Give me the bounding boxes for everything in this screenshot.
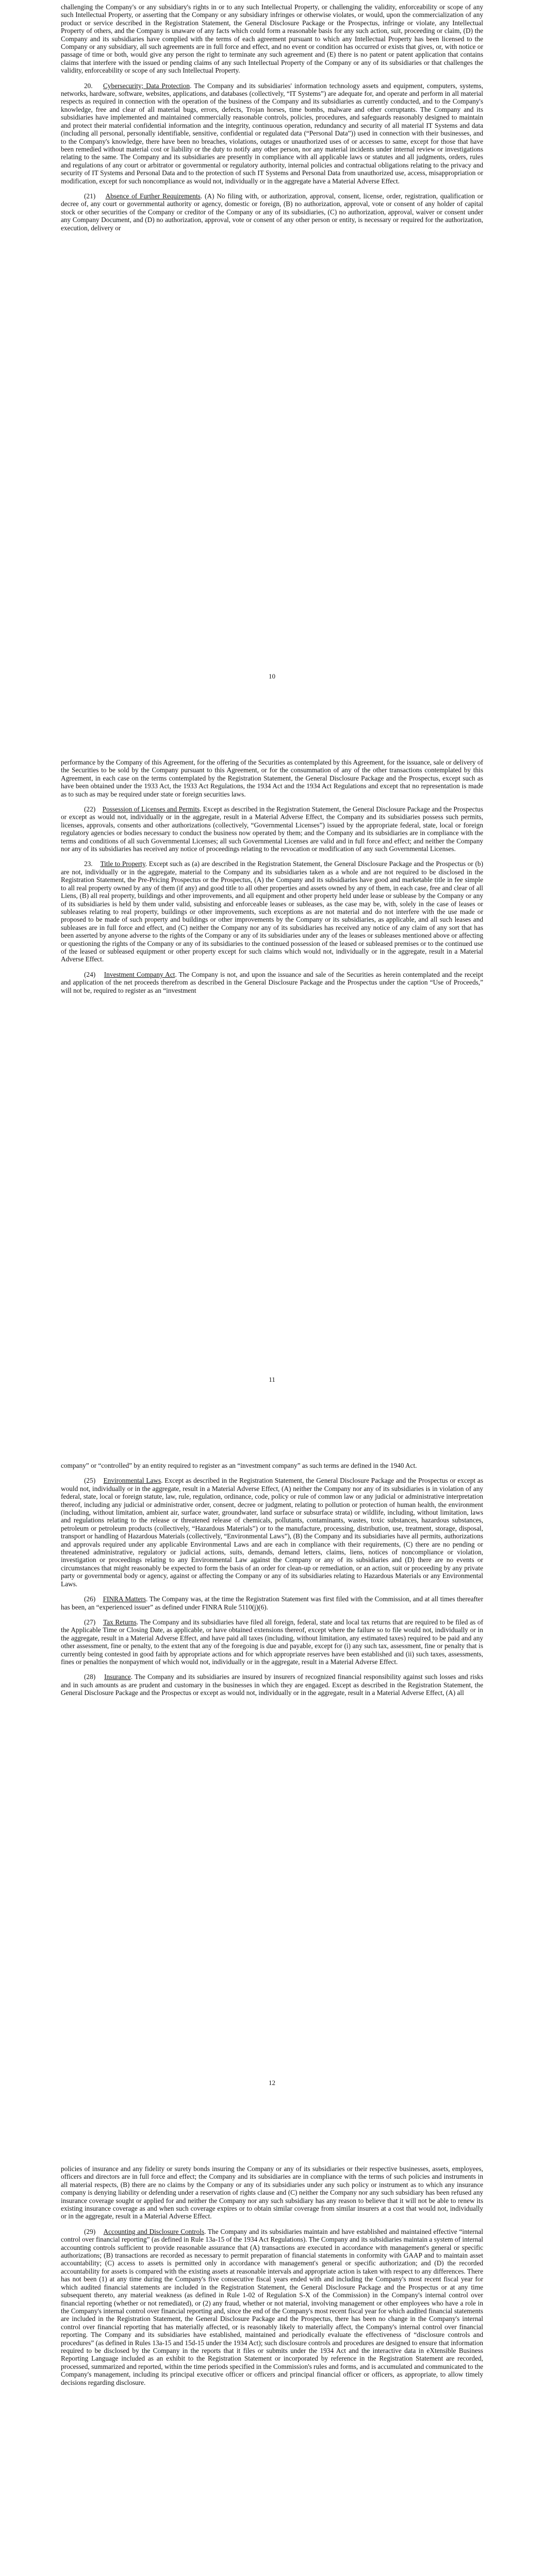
- paragraph-text: . The Company and its subsidiaries maintain and have established and maintained effective “internal control over financial reporting” (as defined in Rule 13a-15 of the 1934 Act Regulations). The Company and its subsidiaries maintain a system of internal accounting controls sufficient to provide reasonable assurance that (A) transactions are executed in accordance with management's general or specific authorizations; (B) transactions are recorded as necessary to permit preparation of financial statements in conformity with GAAP and to maintain asset accountability; (C) access to assets is permitted only in accordance with management's general or specific authorization; and (D) the recorded accountability for assets is compared with the existing assets at reasonable intervals and appropriate action is taken with respect to any differences. There has not been (1) at any time during the Company's five consecutive fiscal years ended with and including the Company's most recent fiscal year for which audited financial statements are included in the Registration Statement, the General Disclosure Package and the Prospectus or at any time subsequent thereto, any material weakness (as defined in Rule 1-02 of Regulation S-X of the Commission) in the Company's internal control over financial reporting (whether or not remediated), or (2) any fraud, whether or not material, involving management or other employees who have a role in the Company's internal control over financial reporting and, since the end of the Company's most recent fiscal year for which audited financial statements are included in the Registration Statement, the General Disclosure Package and the Prospectus, there has been no change in the Company's internal control over financial reporting that has materially affected, or is reasonably likely to materially affect, the Company's internal control over financial reporting. The Company and its subsidiaries have established, maintained and periodically evaluate the effectiveness of “disclosure controls and procedures” (as defined in Rules 13a-15 and 15d-15 under the 1934 Act); such disclosure controls and procedures are designed to ensure that information required to be disclosed by the Company in the reports that it files or submits under the 1934 Act and the interactive data in eXtensible Business Reporting Language included as an exhibit to the Registration Statement or incorporated by reference in the Registration Statement are recorded, processed, summarized and reported, within the time periods specified in the Commission's rules and forms, and is accumulated and communicated to the Company's management, including its principal executive officer or officers and principal financial officer or officers, as appropriate, to allow timely decisions regarding disclosure.: [61, 2227, 483, 2386]
- section-heading: Investment Company Act: [104, 970, 175, 978]
- section-number: (25): [84, 1477, 96, 1485]
- paragraph-text: . (A) No filing with, or authorization, approval, consent, license, order, registration, qualification or decree of, any court or governmental authority or agency, domestic or foreign, (B) no authorization, approval, vote or consent of any holder of capital stock or other securities of the Company or creditor of the Company or any of its subsidiaries, (C) no authorization, approval, waiver or consent under any Company Document, and (D) no authorization, approval, vote or consent of any other person or entity, is necessary or required for the authorization, execution, delivery or: [61, 192, 484, 232]
- paragraph-text: . The Company is not, and upon the issuance and sale of the Securities as herein contemplated and the receipt and application of the net proceeds therefrom as described in the General Disclosure Package and the Prospectus under the caption “Use of Proceeds,” will not be, required to register as an “investment: [61, 970, 484, 994]
- document-page-11: [0, 703, 544, 1406]
- section-heading: Tax Returns: [103, 1618, 137, 1626]
- paragraph-text: . Except as described in the Registration Statement, the General Disclosure Package and the Prospectus or except as would not, individually or in the aggregate, result in a Material Adverse Effect, (A) neither the Company nor any of its subsidiaries is in violation of any federal, state, local or foreign statute, law, rule, regulation, ordinance, code, policy or rule of common law or any judicial or administrative interpretation thereof, including any judicial or administrative order, consent, decree or judgment, relating to pollution or protection of human health, the environment (including, without limitation, ambient air, surface water, groundwater, land surface or subsurface strata) or wildlife, including, without limitation, laws and regulations relating to the release or threatened release of chemicals, pollutants, contaminants, wastes, toxic substances, hazardous substances, petroleum or petroleum products (collectively, “Hazardous Materials”) or to the manufacture, processing, distribution, use, treatment, storage, disposal, transport or handling of Hazardous Materials (collectively, “Environmental Laws”), (B) the Company and its subsidiaries have all permits, authorizations and approvals required under any applicable Environmental Laws and are each in compliance with their requirements, (C) there are no pending or threatened administrative, regulatory or judicial actions, suits, demands, demand letters, claims, liens, notices of noncompliance or violation, investigation or proceedings relating to any Environmental Law against the Company or any of its subsidiaries and (D) there are no events or circumstances that might reasonably be expected to form the basis of an order for clean-up or remediation, or an action, suit or proceeding by any private party or governmental body or agency, against or affecting the Company or any of its subsidiaries relating to Hazardous Materials or any Environmental Laws.: [61, 1477, 483, 1588]
- page-body: [61, 3, 483, 239]
- section-number: (21): [84, 192, 96, 200]
- section-heading: Environmental Laws: [103, 1477, 161, 1485]
- document-page-10: [0, 0, 544, 703]
- section-heading: FINRA Matters: [103, 1595, 146, 1603]
- paragraph-text: . The Company and its subsidiaries are insured by insurers of recognized financial responsibility against such losses and risks and in such amounts as are prudent and customary in the businesses in which they are engaged. Except as described in the Registration Statement, the General Disclosure Package and the Prospectus or except as would not, individually or in the aggregate, result in a Material Adverse Effect, (A) all: [61, 1673, 484, 1697]
- section-number: (27): [84, 1618, 96, 1626]
- document-page-13: [0, 2110, 544, 2576]
- paragraph: [61, 758, 483, 798]
- section-number: (28): [84, 1673, 96, 1681]
- section-heading: Insurance: [104, 1673, 131, 1681]
- paragraph: [61, 3, 483, 75]
- paragraph-text: policies of insurance and any fidelity or surety bonds insuring the Company or any of its subsidiaries or their respective businesses, assets, employees, officers and directors are in full force and effect; the Company and its subsidiaries are in compliance with the terms of such policies and instruments in all material respects, (B) there are no claims by the Company or any of its subsidiaries under any such policy or instrument as to which any insurance company is denying liability or defending under a reservation of rights clause and (C) neither the Company nor any such subsidiary has been refused any insurance coverage sought or applied for and neither the Company nor any such subsidiary has any reason to believe that it will not be able to renew its existing insurance coverage as and when such coverage expires or to obtain similar coverage from similar insurers at a cost that would not, individually or in the aggregate, result in a Material Adverse Effect.: [61, 2165, 483, 2221]
- section-heading: Cybersecurity; Data Protection: [103, 81, 190, 90]
- section-heading: Title to Property: [100, 860, 145, 868]
- document-page-12: [0, 1406, 544, 2110]
- section-number: (26): [84, 1595, 96, 1603]
- paragraph-text: challenging the Company's or any subsidiary's rights in or to any such Intellectual Property, or challenging the validity, enforceability or scope of any such Intellectual Property, or asserting that the Company or any subsidiary infringes or otherwise violates, or would, upon the commercialization of any product or service described in the Registration Statement, the General Disclosure Package or the Prospectus, infringe or violate, any Intellectual Property of others, and the Company is unaware of any facts which could form a reasonable basis for any such action, suit, proceeding or claim, (D) the Company and its subsidiaries have complied with the terms of each agreement pursuant to which any Intellectual Property has been licensed to the Company or any subsidiary, all such agreements are in full force and effect, and no event or condition has occurred or exists that gives, or, with notice or passage of time or both, would give any person the right to terminate any such agreement and (E) there is no patent or patent application that contains claims that interfere with the issued or pending claims of any such Intellectual Property of the Company or any of its subsidiaries or that challenges the validity, enforceability or scope of any such Intellectual Property.: [61, 3, 483, 75]
- paragraph-text: . The Company and its subsidiaries have filed all foreign, federal, state and local tax returns that are required to be filed as of the Applicable Time or Closing Date, as applicable, or have obtained extensions thereof, except where the failure so to file would not, individually or in the aggregate, result in a Material Adverse Effect, and have paid all taxes (including, without limitation, any estimated taxes) required to be paid and any other assessment, fine or penalty, to the extent that any of the foregoing is due and payable, except for (i) any such tax, assessment, fine or penalty that is currently being contested in good faith by appropriate actions and for which appropriate reserves have been established and (ii) such taxes, assessments, fines or penalties the nonpayment of which would not, individually or in the aggregate, result in a Material Adverse Effect.: [61, 1618, 483, 1666]
- paragraph: [61, 805, 483, 853]
- section-heading: Possession of Licenses and Permits: [102, 805, 200, 814]
- section-number: 23.: [84, 860, 93, 868]
- page-body: [61, 758, 483, 1002]
- paragraph-text: performance by the Company of this Agreement, for the offering of the Securities as contemplated by this Agreement, for the issuance, sale or delivery of the Securities to be sold by the Company pursuant to this Agreement, or for the consummation of any of the other transactions contemplated by this Agreement, in each case on the terms contemplated by the Registration Statement, the General Disclosure Package and the Prospectus, except such as have been obtained under the 1933 Act, the 1933 Act Regulations, the 1934 Act and the 1934 Act Regulations and except that no representation is made as to such as may be required under state or foreign securities laws.: [61, 758, 483, 798]
- paragraph-text: . The Company and its subsidiaries' information technology assets and equipment, computers, systems, networks, hardware, software, websites, applications, and databases (collectively, “IT Systems”) are adequate for, and operate and perform in all material respects as required in connection with the operation of the business of the Company and its subsidiaries as currently conducted, and to the Company's knowledge, free and clear of all material bugs, errors, defects, Trojan horses, time bombs, malware and other corruptants. The Company and its subsidiaries have implemented and maintained commercially reasonable controls, policies, procedures, and safeguards reasonably designed to maintain and protect their material confidential information and the integrity, continuous operation, redundancy and security of all material IT Systems and data (including all personal, personally identifiable, sensitive, confidential or regulated data (“Personal Data”)) used in connection with their businesses, and to the Company's knowledge, there have been no breaches, violations, outages or unauthorized uses of or accesses to same, except for those that have been remedied without material cost or liability or the duty to notify any other person, nor any material incidents under internal review or investigations relating to the same. The Company and its subsidiaries are presently in compliance with all applicable laws or statutes and all judgments, orders, rules and regulations of any court or arbitrator or governmental or regulatory authority, internal policies and contractual obligations relating to the privacy and security of IT Systems and Personal Data and to the protection of such IT Systems and Personal Data from unauthorized use, access, misappropriation or modification, except for such noncompliance as would not, individually or in the aggregate have a Material Adverse Effect.: [61, 81, 484, 185]
- page-number: 11: [269, 1376, 275, 1383]
- paragraph: [61, 1673, 483, 1697]
- paragraph: [61, 1618, 483, 1666]
- paragraph: [61, 2165, 483, 2221]
- paragraph-text: . Except such as (a) are described in the Registration Statement, the General Disclosure Package and the Prospectus or (b) are not, individually or in the aggregate, material to the Company and its subsidiaries taken as a whole and are not required to be disclosed in the Registration Statement, the Pre-Pricing Prospectus or the Prospectus, (A) the Company and its subsidiaries have good and marketable title in fee simple to all real property owned by any of them (if any) and good title to all other properties and assets owned by any of them, in each case, free and clear of all Liens, (B) all real property, buildings and other improvements, and all equipment and other property held under lease or sublease by the Company or any of its subsidiaries is held by them under valid, subsisting and enforceable leases or subleases, as the case may be, with, solely in the case of leases or subleases relating to real property, buildings or other improvements, such exceptions as are not material and do not interfere with the use made or proposed to be made of such property and buildings or other improvements by the Company or its subsidiaries, as applicable, and all such leases and subleases are in full force and effect, and (C) neither the Company nor any of its subsidiaries has received any notice of any claim of any sort that has been asserted by anyone adverse to the rights of the Company or any of its subsidiaries under any of the leases or subleases mentioned above or affecting or questioning the rights of the Company or any of its subsidiaries to the continued possession of the leased or subleased premises or to the continued use of the leased or subleased equipment or other property except for such claims which would not, individually or in the aggregate, result in a Material Adverse Effect.: [61, 860, 484, 963]
- paragraph: [61, 971, 483, 994]
- paragraph-text: . The Company was, at the time the Registration Statement was first filed with the Commission, and at all times thereafter has been, an “experienced issuer” as defined under FINRA Rule 5110(j)(6).: [61, 1595, 484, 1611]
- paragraph: [61, 1595, 483, 1611]
- section-number: 20.: [84, 81, 93, 90]
- page-body: [61, 1462, 483, 1704]
- section-heading: Absence of Further Requirements: [105, 192, 201, 200]
- section-number: (29): [84, 2227, 96, 2235]
- paragraph: [61, 1477, 483, 1588]
- paragraph: [61, 82, 483, 185]
- section-number: (22): [84, 805, 96, 814]
- section-heading: Accounting and Disclosure Controls: [103, 2227, 204, 2235]
- paragraph: [61, 192, 483, 232]
- paragraph: [61, 860, 483, 963]
- page-number: 10: [269, 672, 275, 680]
- paragraph: [61, 2228, 483, 2386]
- page-number: 12: [269, 2079, 275, 2087]
- paragraph: [61, 1462, 483, 1469]
- paragraph-text: company” or “controlled” by an entity required to register as an “investment company” as such terms are defined in the 1940 Act.: [61, 1462, 417, 1469]
- page-body: [61, 2165, 483, 2394]
- paragraph-text: . Except as described in the Registration Statement, the General Disclosure Package and the Prospectus or except as would not, individually or in the aggregate, result in a Material Adverse Effect, the Company and its subsidiaries possess such permits, licenses, approvals, consents and other authorizations (collectively, “Governmental Licenses”) issued by the appropriate federal, state, local or foreign regulatory agencies or bodies necessary to conduct the business now operated by them; and the Company and its subsidiaries are in compliance with the terms and conditions of all such Governmental Licenses; all such Governmental Licenses are valid and in full force and effect; and neither the Company nor any of its subsidiaries has received any notice of proceedings relating to the revocation or modification of any such Governmental Licenses.: [61, 805, 483, 853]
- section-number: (24): [84, 970, 96, 978]
